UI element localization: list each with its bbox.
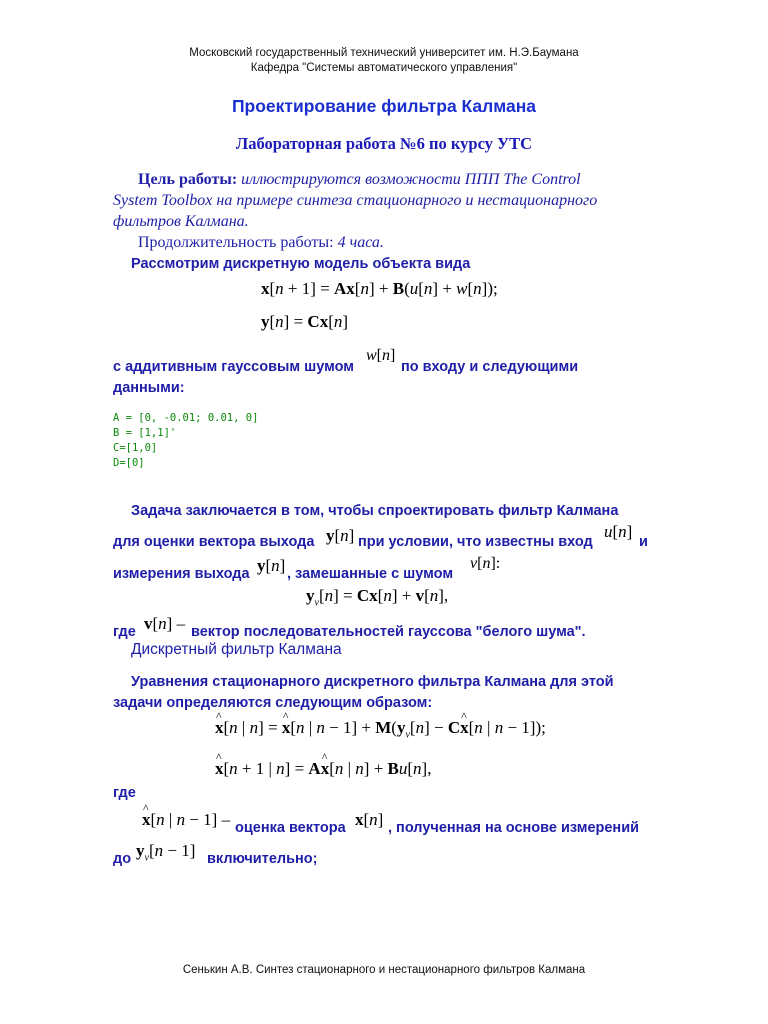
vector-text: вектор последовательностей гауссова "белого шума". (191, 624, 586, 640)
duration-label: Продолжительность работы: (138, 234, 334, 251)
symbol-u: u[n] (604, 522, 633, 541)
goal-text-2: System Toolbox на примере синтеза стационарного и нестационарного (113, 192, 598, 209)
goal-text-3: фильтров Калмана. (113, 213, 249, 230)
where-1: где (113, 624, 136, 640)
page-title: Проектирование фильтра Калмана (231, 96, 537, 116)
duration (138, 234, 384, 252)
estimate-text: оценка вектора (235, 820, 346, 836)
where-2: где (113, 785, 136, 801)
symbol-yv: $y_v[n - 1]$ (136, 841, 196, 864)
equation-output: y[n] = Cx[n] (261, 312, 349, 331)
equation-measure: $y_v[n] = Cx[n] + v[n]$, (306, 586, 449, 609)
code-line: A = [0, -0.01; 0.01, 0] (113, 412, 259, 424)
task-line-3a: измерения выхода (113, 566, 250, 582)
task-line-1: Задача заключается в том, чтобы спроектировать фильтр Калмана (131, 503, 619, 519)
symbol-v: v[n]: (470, 555, 501, 572)
noise-text-a: с аддитивным гауссовым шумом (113, 359, 355, 375)
code-line: D=[0] (113, 457, 145, 469)
task-line-2c: и (639, 534, 648, 550)
noise-symbol: w[n] (366, 347, 396, 364)
kalman-line-1: Уравнения стационарного дискретного фильтра Калмана для этой (131, 674, 614, 690)
page-footer: Сенькин А.В. Синтез стационарного и нестационарного фильтров Калмана (182, 964, 586, 976)
noise-text-b: по входу и следующими (401, 359, 579, 375)
task-line-2a: для оценки вектора выхода (113, 534, 315, 550)
noise-text-c: данными: (113, 380, 185, 396)
symbol-y: y[n] (326, 526, 355, 545)
model-intro: Рассмотрим дискретную модель объекта вида (131, 256, 471, 272)
code-line: C=[1,0] (113, 442, 158, 454)
header-department: Кафедра "Системы автоматического управления" (250, 62, 518, 74)
section-heading: Дискретный фильтр Калмана (131, 641, 342, 658)
code-line: B = [1,1]' (113, 427, 177, 439)
duration-value: 4 часа. (337, 234, 384, 251)
estimate-text-b: , полученная на основе измерений (388, 820, 640, 836)
page-subtitle: Лабораторная работа №6 по курсу УТС (235, 134, 533, 153)
goal-text-1: иллюстрируются возможности ППП The Control (241, 171, 581, 188)
kalman-line-2: задачи определяются следующим образом: (113, 695, 433, 711)
equation-state: x[n + 1] = Ax[n] + B(u[n] + w[n]); (261, 279, 498, 298)
equation-predict: ^ x[n + 1 | n] = A^ x[n | n] + Bu[n], (215, 759, 431, 779)
symbol-vn: v[n] – (144, 614, 186, 633)
code-block (113, 411, 258, 471)
symbol-y2: y[n] (257, 556, 286, 575)
symbol-x: x[n] (355, 810, 384, 829)
until-text: до (113, 851, 132, 867)
goal-paragraph (138, 171, 581, 189)
symbol-xhat: ^ x[n | n − 1] – (142, 810, 230, 830)
inclusive-text: включительно; (207, 851, 318, 867)
task-line-2b: при условии, что известны вход (358, 534, 593, 550)
header-university: Московский государственный технический университет им. Н.Э.Баумана (189, 47, 579, 59)
goal-label: Цель работы: (138, 171, 238, 188)
task-line-3b: , замешанные с шумом (287, 566, 454, 582)
equation-update: ^ x[n | n] = ^ x[n | $n - 1] + M(y_v[n]$ − C^ x[n | n − 1]); (215, 718, 546, 740)
